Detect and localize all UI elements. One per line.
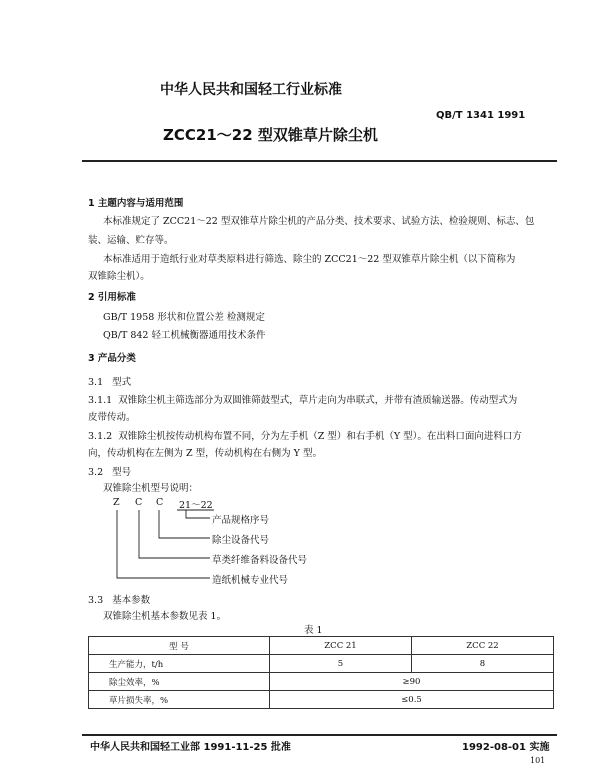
table-1-caption: 表 1	[304, 625, 323, 636]
implementation-date: 1992-08-01 实施	[462, 742, 550, 753]
parameters-table	[88, 636, 554, 709]
section-3-1-title: 型式	[112, 377, 132, 388]
model-label-dedusting-code: 除尘设备代号	[212, 535, 270, 546]
standard-code: QB/T 1341 1991	[436, 110, 526, 121]
capacity-zcc22: 8	[412, 655, 554, 673]
section-3-1-number: 3.1	[88, 377, 104, 388]
section-1-p1-line1: 本标准规定了 ZCC21～22 型双锥草片除尘机的产品分类、技术要求、试验方法、检验规则、标志、包	[103, 216, 535, 227]
section-3-3	[88, 592, 150, 606]
efficiency-value: ≥90	[270, 673, 554, 691]
model-intro: 双锥除尘机型号说明：	[103, 483, 199, 494]
model-char-c2: C	[156, 497, 164, 508]
table-row	[89, 655, 554, 673]
document-title: ZCC21～22 型双锥草片除尘机	[163, 126, 378, 144]
section-3-1-1-line1: 双锥除尘机主筛选部分为双圆锥筛鼓型式，草片走向为串联式，并带有渣质输送器。传动型式为	[118, 395, 518, 406]
model-char-c1: C	[135, 497, 143, 508]
section-1-heading: 1 主题内容与适用范围	[88, 198, 184, 209]
table-header-zcc22: ZCC 22	[412, 637, 554, 655]
footer-rule	[82, 734, 557, 736]
section-1-p2-line1: 本标准适用于造纸行业对草类原料进行筛选、除尘的 ZCC21～22 型双锥草片除尘机（以下简称为	[103, 254, 516, 265]
table-header-model: 型 号	[89, 637, 270, 655]
section-3-3-title: 基本参数	[112, 595, 151, 606]
table-header-zcc21: ZCC 21	[270, 637, 412, 655]
section-3-1-2-line2: 向，传动机构在左侧为 Z 型，传动机构在右侧为 Y 型。	[88, 448, 322, 459]
section-3-heading: 3 产品分类	[88, 353, 136, 364]
table-row	[89, 673, 554, 691]
issuing-org-title: 中华人民共和国轻工行业标准	[160, 82, 342, 98]
reference-1: GB/T 1958 形状和位置公差 检测规定	[103, 312, 265, 323]
section-1-p1-line2: 装、运输、贮存等。	[88, 235, 174, 246]
section-3-1-1-line2: 皮带传动。	[88, 412, 136, 423]
section-2-heading: 2 引用标准	[88, 292, 136, 303]
reference-2: QB/T 842 轻工机械衡器通用技术条件	[103, 330, 266, 341]
section-3-3-number: 3.3	[88, 595, 104, 606]
section-3-2-title: 型号	[112, 467, 132, 478]
approval-statement: 中华人民共和国轻工业部 1991-11-25 批准	[90, 742, 291, 753]
section-1-p2-line2: 双锥除尘机）。	[88, 271, 150, 282]
section-3-1-1-number: 3.1.1	[88, 395, 113, 406]
loss-rate-value: ≤0.5	[270, 691, 554, 709]
row-label-capacity: 生产能力，t/h	[89, 655, 270, 673]
section-3-2-number: 3.2	[88, 467, 104, 478]
capacity-zcc21: 5	[270, 655, 412, 673]
table-row	[89, 691, 554, 709]
section-3-1-2-number: 3.1.2	[88, 431, 113, 442]
row-label-efficiency: 除尘效率，%	[89, 673, 270, 691]
model-label-straw-fiber-code: 草类纤维备料设备代号	[212, 555, 308, 566]
model-label-spec-number: 产品规格序号	[212, 515, 270, 526]
model-char-z: Z	[113, 497, 120, 508]
row-label-loss-rate: 草片损失率，%	[89, 691, 270, 709]
model-spec-number: 21～22	[179, 500, 213, 511]
model-label-papermaking-code: 造纸机械专业代号	[212, 575, 289, 586]
section-3-1-2-line1: 双锥除尘机按传动机构布置不同，分为左手机（Z 型）和右手机（Y 型）。在出料口面向进料口方	[118, 431, 522, 442]
table-header-row	[89, 637, 554, 655]
page-number: 101	[530, 756, 546, 765]
section-3-3-text: 双锥除尘机基本参数见表 1。	[103, 611, 227, 622]
